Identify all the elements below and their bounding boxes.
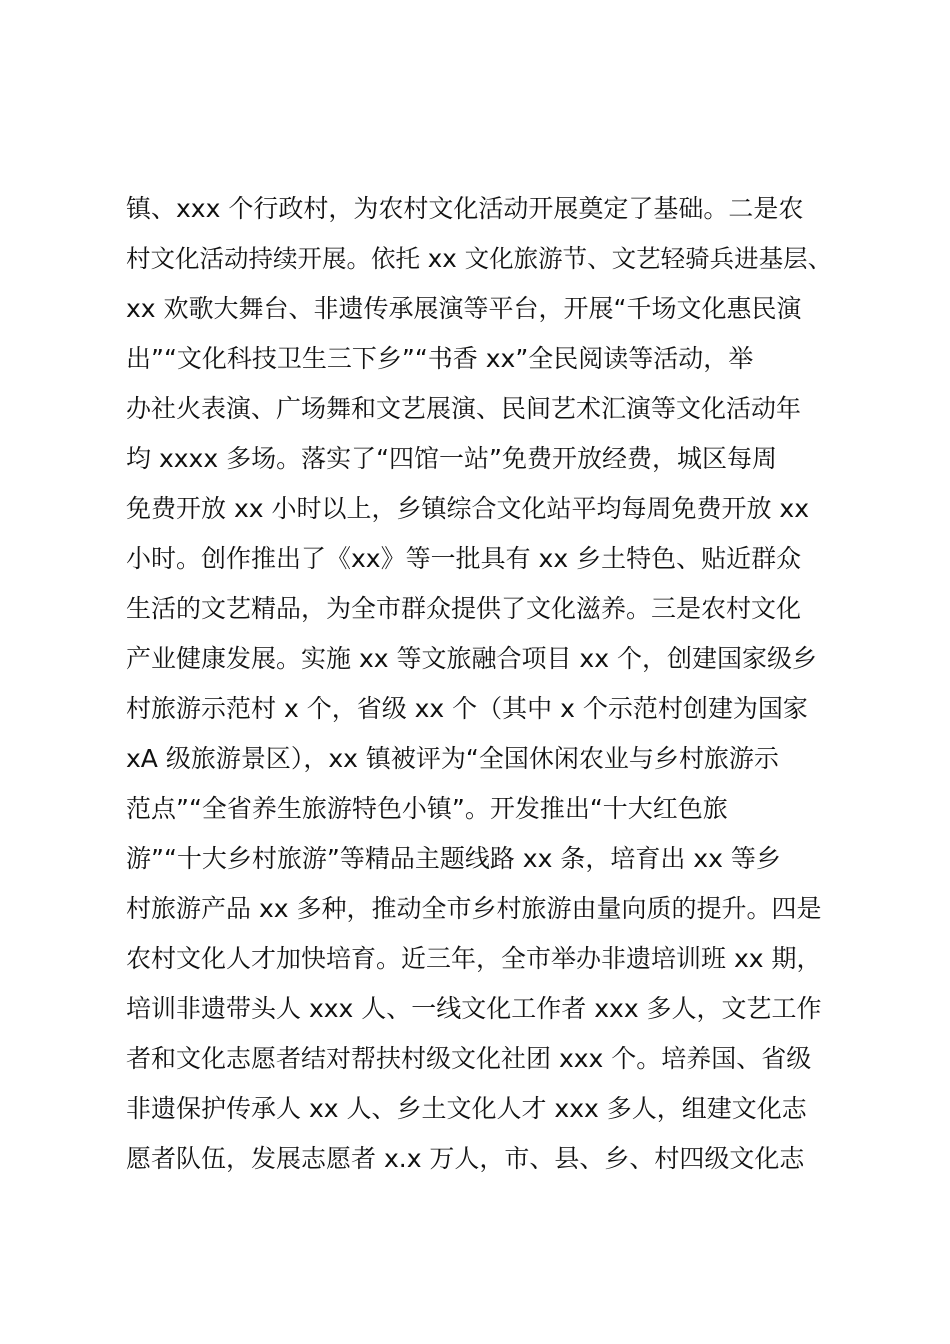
- text-line: 农村文化人才加快培育。近三年，全市举办非遗培训班 xx 期，: [126, 944, 822, 973]
- text-line: 镇、xxx 个行政村，为农村文化活动开展奠定了基础。二是农: [126, 194, 804, 223]
- text-line: 培训非遗带头人 xxx 人、一线文化工作者 xxx 多人，文艺工作: [126, 994, 822, 1023]
- text-line: 均 xxxx 多场。落实了“四馆一站”免费开放经费，城区每周: [126, 444, 777, 473]
- text-line: 愿者队伍，发展志愿者 x.x 万人，市、县、乡、村四级文化志: [126, 1144, 805, 1173]
- text-line: 村旅游产品 xx 多种，推动全市乡村旅游由量向质的提升。四是: [126, 894, 822, 923]
- text-line: 办社火表演、广场舞和文艺展演、民间艺术汇演等文化活动年: [126, 394, 802, 423]
- text-line: 非遗保护传承人 xx 人、乡土文化人才 xxx 多人，组建文化志: [126, 1094, 807, 1123]
- text-line: 免费开放 xx 小时以上，乡镇综合文化站平均每周免费开放 xx: [126, 494, 810, 523]
- text-line: xx 欢歌大舞台、非遗传承展演等平台，开展“千场文化惠民演: [126, 294, 802, 323]
- body-paragraph: [126, 184, 846, 1184]
- text-line: 生活的文艺精品，为全市群众提供了文化滋养。三是农村文化: [126, 594, 802, 623]
- text-line: xA 级旅游景区），xx 镇被评为“全国休闲农业与乡村旅游示: [126, 744, 779, 773]
- text-line: 游”“十大乡村旅游”等精品主题线路 xx 条，培育出 xx 等乡: [126, 844, 781, 873]
- text-line: 村文化活动持续开展。依托 xx 文化旅游节、文艺轻骑兵进基层、: [126, 244, 833, 273]
- text-line: 村旅游示范村 x 个，省级 xx 个（其中 x 个示范村创建为国家: [126, 694, 808, 723]
- text-line: 范点”“全省养生旅游特色小镇”。开发推出“十大红色旅: [126, 794, 728, 823]
- text-line: 者和文化志愿者结对帮扶村级文化社团 xxx 个。培养国、省级: [126, 1044, 812, 1073]
- text-line: 出”“文化科技卫生三下乡”“书香 xx”全民阅读等活动，举: [126, 344, 754, 373]
- text-line: 小时。创作推出了《xx》等一批具有 xx 乡土特色、贴近群众: [126, 544, 802, 573]
- text-line: 产业健康发展。实施 xx 等文旅融合项目 xx 个，创建国家级乡: [126, 644, 817, 673]
